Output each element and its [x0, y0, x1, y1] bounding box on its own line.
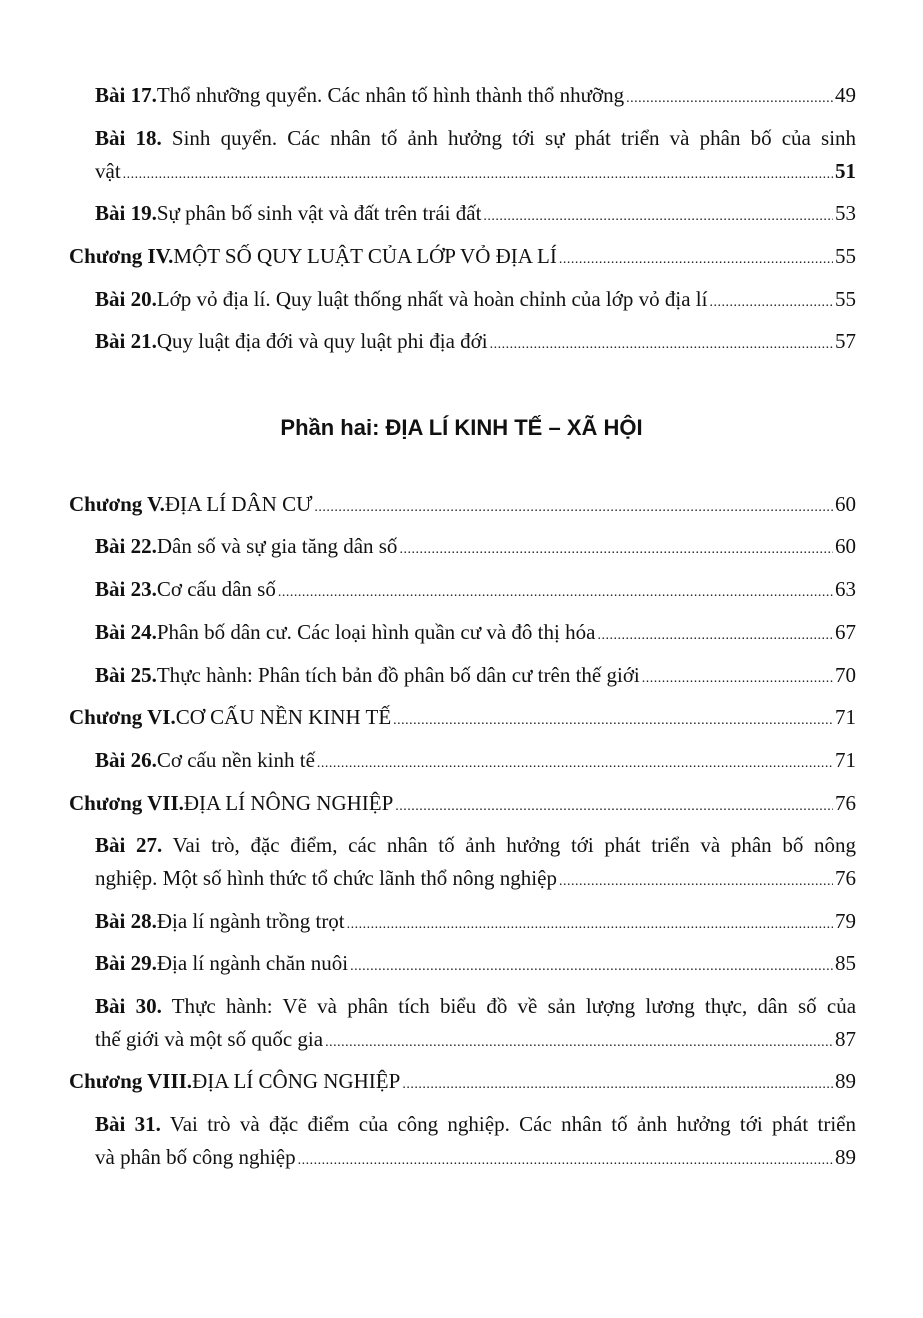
entry-title: Sinh quyển. Các nhân tố ảnh hưởng tới sự phát triển và phân bố của sinh: [171, 126, 857, 150]
page-number: 79: [835, 909, 856, 933]
toc-lesson-entry[interactable]: [95, 617, 856, 647]
toc-lesson-entry[interactable]: [95, 906, 856, 936]
page-number: 70: [835, 663, 856, 687]
entry-label: Bài 18.: [95, 126, 162, 150]
entry-title: ĐỊA LÍ CÔNG NGHIỆP: [192, 1069, 401, 1093]
dot-leader: [393, 706, 833, 736]
entry-label: Bài 17.: [95, 83, 157, 107]
entry-title-continued: thế giới và một số quốc gia: [95, 1027, 324, 1051]
page-number: 55: [835, 287, 856, 311]
entry-label: Bài 20.: [95, 287, 157, 311]
entry-label: Bài 29.: [95, 951, 157, 975]
toc-lesson-entry[interactable]: [95, 326, 856, 356]
page-number: 71: [835, 748, 856, 772]
toc-chapter-entry[interactable]: [69, 788, 856, 818]
toc-lesson-entry[interactable]: [95, 948, 856, 978]
dot-leader: [278, 578, 833, 608]
toc-lesson-entry[interactable]: [95, 745, 856, 775]
toc-lesson-entry[interactable]: [95, 1109, 856, 1139]
page-number: 53: [835, 201, 856, 225]
dot-leader: [402, 1070, 833, 1100]
entry-title-continued: vật: [95, 159, 121, 183]
dot-leader: [399, 535, 833, 565]
page-number: 51: [835, 159, 856, 183]
dot-leader: [626, 84, 833, 114]
entry-title: Dân số và sự gia tăng dân số: [156, 534, 398, 558]
entry-title-continued: nghiệp. Một số hình thức tổ chức lãnh thổ nông nghiệp: [95, 866, 557, 890]
dot-leader: [559, 867, 833, 897]
entry-title: Cơ cấu dân số: [156, 577, 276, 601]
entry-label: Bài 25.: [95, 663, 157, 687]
page-number: 71: [835, 705, 856, 729]
entry-title: Địa lí ngành chăn nuôi: [156, 951, 349, 975]
entry-label: Bài 24.: [95, 620, 157, 644]
toc-chapter-entry[interactable]: [69, 489, 856, 519]
entry-label: Chương IV.: [69, 244, 174, 268]
page-number: 87: [835, 1027, 856, 1051]
entry-label: Bài 22.: [95, 534, 157, 558]
toc-entry-continuation: [95, 1024, 856, 1054]
toc-lesson-entry[interactable]: [95, 80, 856, 110]
toc-lesson-entry[interactable]: [95, 531, 856, 561]
entry-label: Bài 19.: [95, 201, 157, 225]
entry-title: ĐỊA LÍ DÂN CƯ: [164, 492, 313, 516]
dot-leader: [395, 792, 833, 822]
entry-title: Thổ nhưỡng quyển. Các nhân tố hình thành thổ nhưỡng: [156, 83, 625, 107]
entry-label: Bài 30.: [95, 994, 162, 1018]
dot-leader: [642, 664, 833, 694]
page-number: 60: [835, 492, 856, 516]
page-number: 57: [835, 329, 856, 353]
toc-chapter-entry[interactable]: [69, 241, 856, 271]
entry-title: Vai trò, đặc điểm, các nhân tố ảnh hưởng tới phát triển và phân bố nông: [172, 833, 857, 857]
entry-title: Vai trò và đặc điểm của công nghiệp. Các nhân tố ảnh hưởng tới phát triển: [169, 1112, 856, 1136]
entry-label: Bài 31.: [95, 1112, 161, 1136]
page-number: 76: [835, 866, 856, 890]
part-heading: Phần hai: ĐỊA LÍ KINH TẾ – XÃ HỘI: [280, 415, 643, 440]
entry-title-continued: và phân bố công nghiệp: [95, 1145, 296, 1169]
dot-leader: [325, 1028, 833, 1058]
page-number: 76: [835, 791, 856, 815]
entry-label: Bài 26.: [95, 748, 157, 772]
dot-leader: [314, 493, 833, 523]
toc-lesson-entry[interactable]: [95, 198, 856, 228]
toc-lesson-entry[interactable]: [95, 660, 856, 690]
toc-lesson-entry[interactable]: [95, 991, 856, 1021]
toc-lesson-entry[interactable]: [95, 830, 856, 860]
entry-title: Cơ cấu nền kinh tế: [156, 748, 315, 772]
entry-label: Bài 27.: [95, 833, 163, 857]
entry-label: Bài 21.: [95, 329, 157, 353]
page-number: 85: [835, 951, 856, 975]
dot-leader: [597, 621, 833, 651]
page-number: 67: [835, 620, 856, 644]
page-number: 55: [835, 244, 856, 268]
dot-leader: [559, 245, 833, 275]
page-number: 89: [835, 1069, 856, 1093]
toc-chapter-entry[interactable]: [69, 1066, 856, 1096]
entry-label: Bài 28.: [95, 909, 157, 933]
entry-title: Thực hành: Phân tích bản đồ phân bố dân cư trên thế giới: [156, 663, 640, 687]
dot-leader: [123, 160, 833, 190]
toc-lesson-entry[interactable]: [95, 574, 856, 604]
entry-label: Chương VIII.: [69, 1069, 193, 1093]
toc-entry-continuation: [95, 156, 856, 186]
toc-entry-continuation: [95, 1142, 856, 1172]
entry-label: Bài 23.: [95, 577, 157, 601]
toc-chapter-entry[interactable]: [69, 702, 856, 732]
dot-leader: [350, 952, 833, 982]
entry-label: Chương VI.: [69, 705, 176, 729]
page-number: 49: [835, 83, 856, 107]
entry-title: ĐỊA LÍ NÔNG NGHIỆP: [183, 791, 394, 815]
entry-title: MỘT SỐ QUY LUẬT CỦA LỚP VỎ ĐỊA LÍ: [173, 244, 557, 268]
toc-lesson-entry[interactable]: [95, 284, 856, 314]
page-number: 60: [835, 534, 856, 558]
dot-leader: [483, 202, 833, 232]
dot-leader: [347, 910, 833, 940]
entry-label: Chương V.: [69, 492, 165, 516]
entry-title: Quy luật địa đới và quy luật phi địa đới: [156, 329, 488, 353]
dot-leader: [298, 1146, 833, 1176]
entry-title: Địa lí ngành trồng trọt: [156, 909, 345, 933]
toc-entry-continuation: [95, 863, 856, 893]
entry-title: Phân bố dân cư. Các loại hình quần cư và đô thị hóa: [156, 620, 596, 644]
page-number: 89: [835, 1145, 856, 1169]
page-number: 63: [835, 577, 856, 601]
dot-leader: [709, 288, 833, 318]
entry-title: Thực hành: Vẽ và phân tích biểu đồ về sản lượng lương thực, dân số của: [171, 994, 857, 1018]
dot-leader: [490, 330, 833, 360]
entry-label: Chương VII.: [69, 791, 184, 815]
toc-lesson-entry[interactable]: [95, 123, 856, 153]
entry-title: Sự phân bố sinh vật và đất trên trái đất: [156, 201, 482, 225]
entry-title: Lớp vỏ địa lí. Quy luật thống nhất và hoàn chỉnh của lớp vỏ địa lí: [156, 287, 708, 311]
entry-title: CƠ CẤU NỀN KINH TẾ: [175, 705, 392, 729]
dot-leader: [317, 749, 833, 779]
